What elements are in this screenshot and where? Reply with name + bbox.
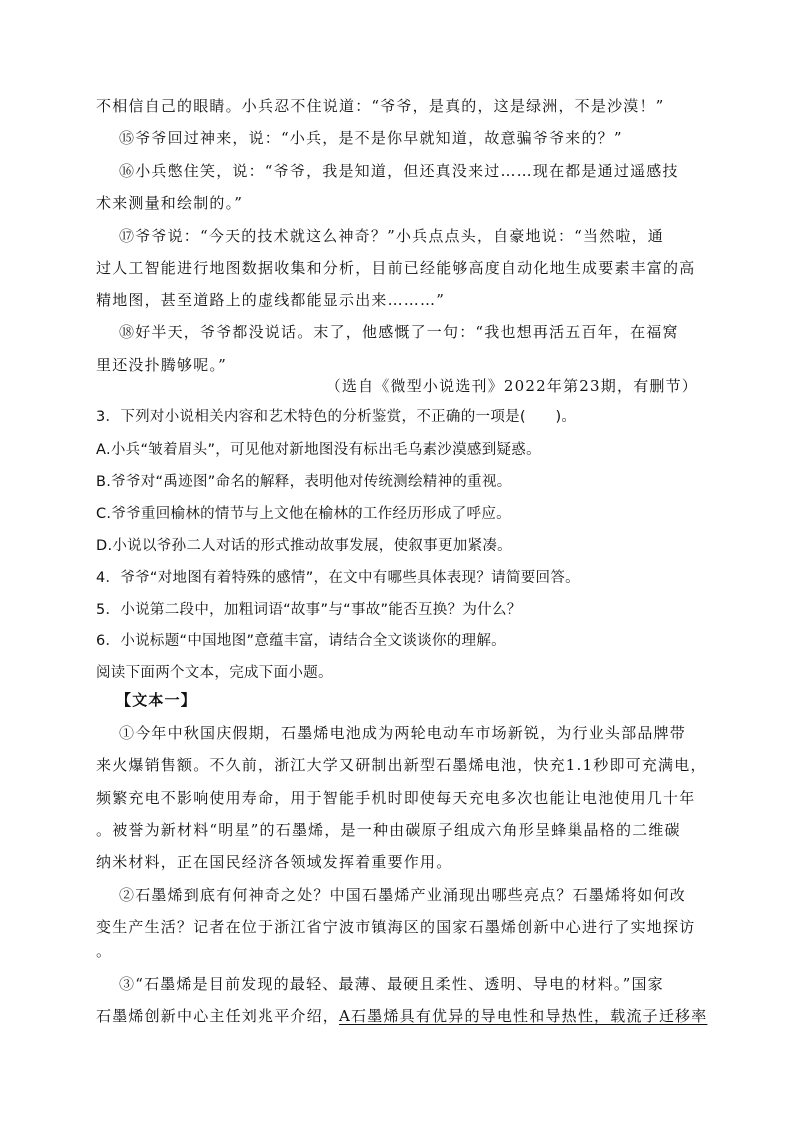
text-one-paragraph-3-line-2 (96, 1006, 708, 1026)
story-paragraph-18-line-2: 里还没扑腾够呢。” (96, 356, 227, 374)
story-source: （选自《微型小说选刊》2022年第23期，有删节） (325, 377, 698, 395)
story-paragraph-16-line-1: ⑯小兵憋住笑，说：“爷爷，我是知道，但还真没来过……现在都是通过遥感技 (119, 162, 679, 180)
text-one-paragraph-1-line-5: 纳米材料，正在国民经济各领域发挥着重要作用。 (96, 853, 453, 871)
text-one-paragraph-1-line-3: 频繁充电不影响使用寿命，用于智能手机时即使每天充电多次也能让电池使用几十年 (96, 789, 696, 807)
story-paragraph-15: ⑮爷爷回过神来，说：“小兵，是不是你早就知道，故意骗爷爷来的？” (119, 129, 623, 147)
question-3-option-c: C.爷爷重回榆林的情节与上文他在榆林的工作经历形成了呼应。 (96, 506, 511, 522)
text-one-paragraph-2-line-1: ②石墨烯到底有何神奇之处？中国石墨烯产业涌现出哪些亮点？石墨烯将如何改 (119, 886, 687, 904)
text-one-paragraph-3-line-1: ③“石墨烯是目前发现的最轻、最薄、最硬且柔性、透明、导电的材料。”国家 (119, 975, 664, 993)
text-one-paragraph-1-line-2: 来火爆销售额。不久前，浙江大学又研制出新型石墨烯电池，快充1.1秒即可充满电， (96, 756, 707, 774)
text-one-paragraph-1-line-1: ①今年中秋国庆假期，石墨烯电池成为两轮电动车市场新锐，为行业头部品牌带 (119, 724, 687, 742)
story-paragraph-16-line-2: 术来测量和绘制的。” (96, 194, 244, 212)
question-3-option-d: D.小说以爷孙二人对话的形式推动故事发展，使叙事更加紧凑。 (96, 538, 512, 554)
story-paragraph-18-line-1: ⑱好半天，爷爷都没说话。末了，他感慨了一句：“我也想再活五百年，在福窝 (119, 323, 679, 341)
text-one-paragraph-1-line-4: 。被誉为新材料“明星”的石墨烯，是一种由碳原子组成六角形呈蜂巢晶格的二维碳 (96, 821, 681, 839)
question-3: 3．下列对小说相关内容和艺术特色的分析鉴赏，不正确的一项是( )。 (96, 409, 577, 425)
question-3-option-a: A.小兵“皱着眉头”，可见他对新地图没有标出毛乌素沙漠感到疑惑。 (96, 442, 541, 458)
story-paragraph-17-line-2: 过人工智能进行地图数据收集和分析，目前已经能够高度自动化地生成要素丰富的高 (96, 259, 696, 277)
story-paragraph-17-line-3: 精地图，甚至道路上的虚线都能显示出来………” (96, 291, 446, 309)
question-5: 5．小说第二段中，加粗词语“故事”与“事故”能否互换？为什么？ (96, 602, 522, 618)
story-paragraph-14-end: 不相信自己的眼睛。小兵忍不住说道：“爷爷，是真的，这是绿洲，不是沙漠！” (96, 97, 665, 115)
text-one-heading: 【文本一】 (116, 691, 198, 709)
reading-intro: 阅读下面两个文本，完成下面小题。 (96, 665, 333, 681)
question-3-option-b: B.爷爷对“禹迹图”命名的解释，表明他对传统测绘精神的重视。 (96, 474, 512, 490)
text-one-paragraph-3-line-2-start: 石墨烯创新中心主任刘兆平介绍， (96, 1007, 340, 1025)
text-one-paragraph-2-line-2: 变生产生活？记者在位于浙江省宁波市镇海区的国家石墨烯创新中心进行了实地探访 (96, 918, 696, 936)
question-4: 4．爷爷“对地图有着特殊的感情”，在文中有哪些具体表现？请简要回答。 (96, 570, 580, 586)
story-paragraph-17-line-1: ⑰爷爷说：“今天的技术就这么神奇？”小兵点点头，自豪地说：“当然啦，通 (119, 227, 665, 245)
question-6: 6．小说标题“中国地图”意蕴丰富，请结合全文谈谈你的理解。 (96, 633, 506, 649)
text-one-paragraph-2-line-3: 。 (96, 942, 113, 960)
underlined-sentence-a: A石墨烯具有优异的导电性和导热性，载流子迁移率 (339, 1007, 708, 1025)
